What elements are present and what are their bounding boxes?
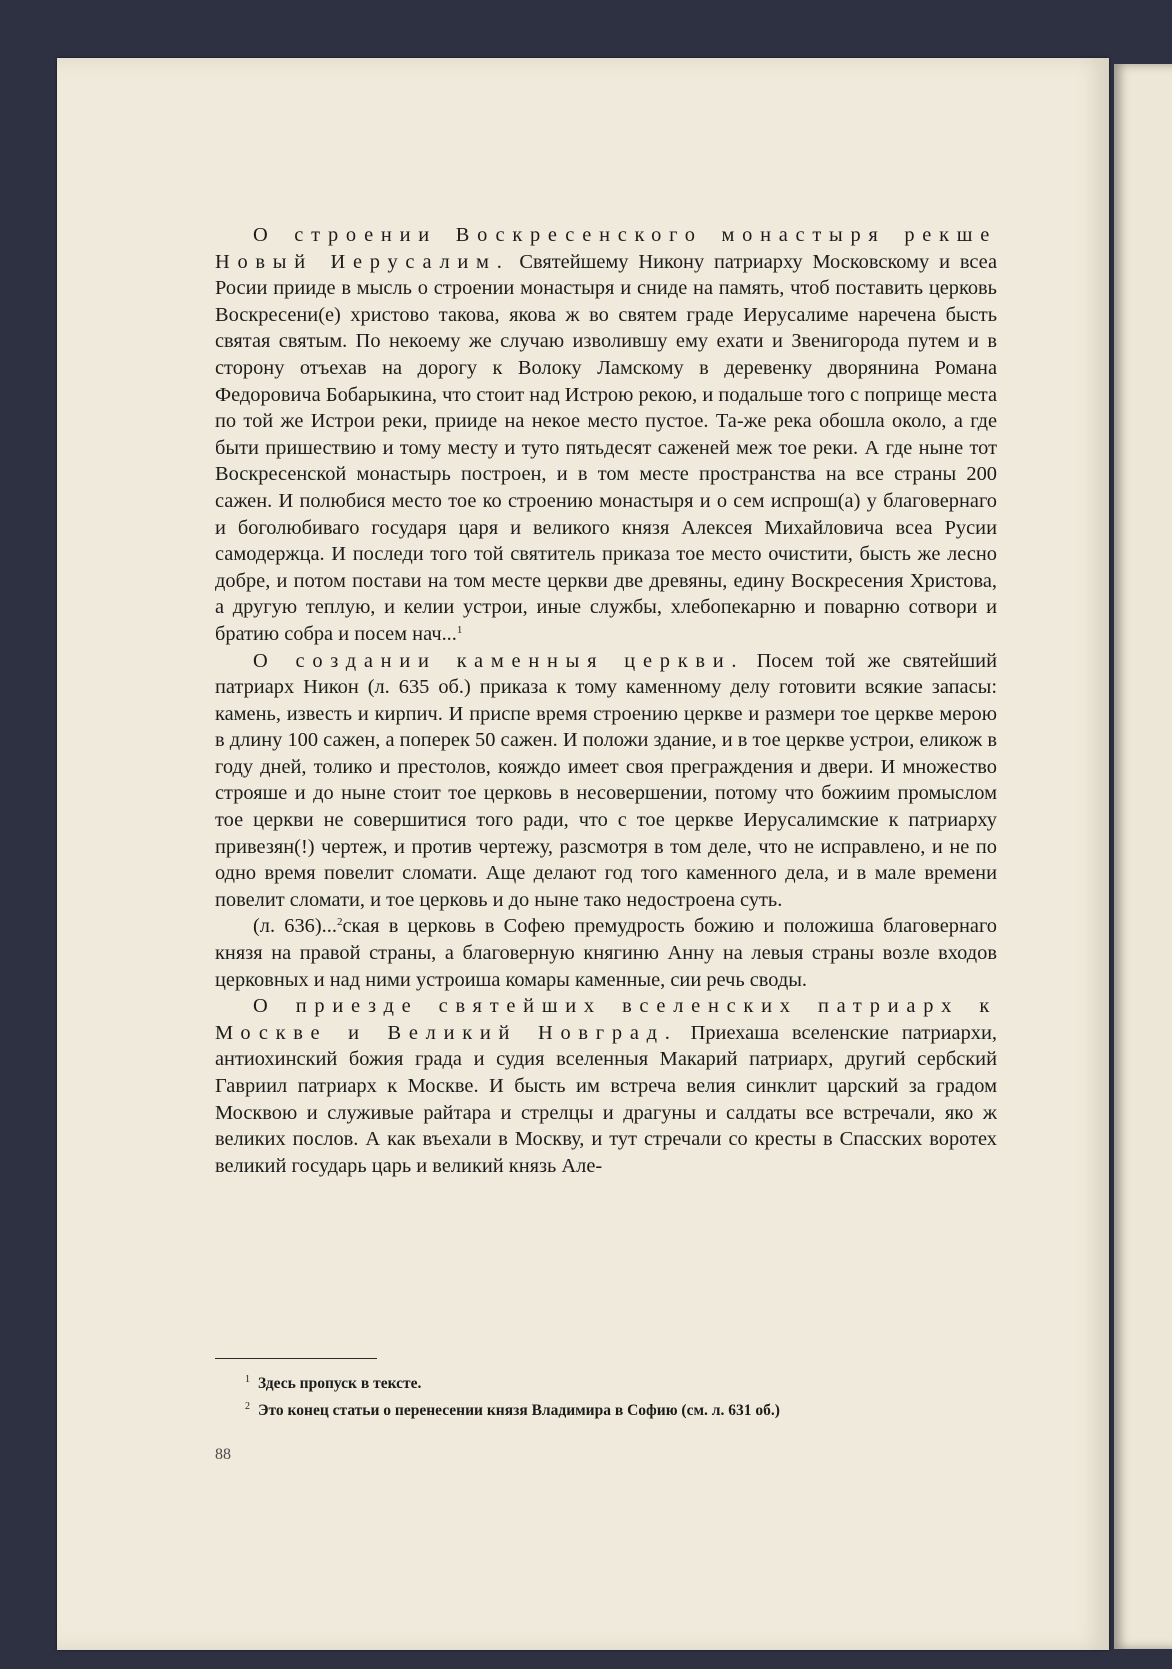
footnote-divider <box>215 1358 377 1359</box>
folio-ref: (л. 636)... <box>253 915 337 938</box>
footnote <box>245 1395 1005 1422</box>
paragraph-text: ская в церковь в Софею премудрость божию и положиша благовернаго князя на правой страны, а благоверную княгиню Анну на левыя страны возле входов церковных и над ними устроиша комары каменные, сии речь своды. <box>215 915 997 991</box>
footnote-number: 2 <box>245 1401 250 1412</box>
section-heading: О создании каменныя церкви. <box>253 649 745 672</box>
paragraph-stone-church <box>215 648 997 914</box>
section-heading: О приезде святейших вселенских патриарх к Москве и Великий Новград. <box>215 995 997 1044</box>
section-heading: О строении Воскресенского монастыря рекше Новый Иерусалим. <box>215 224 997 273</box>
paragraph-text: Приехаша вселенские патриархи, антиохинский божия града и судия вселенныя Макарий патриарх, другий сербский Гавриил патриарх к Москве. И бысть им встреча велия синклит царский за градом Москвою и служивые райтара и стрелцы и драгуны и салдаты все встречали, яко ж великих послов. А как въехали в Москву, и тут стречали со кресты в Спасских воротех великий государь царь и великий князь Але- <box>215 1021 997 1177</box>
book-page <box>57 58 1109 1650</box>
footnote-ref: 1 <box>456 623 463 636</box>
paragraph-patriarchs-arrival <box>215 993 997 1179</box>
footnote-ref: 2 <box>336 916 343 929</box>
footnote-number: 1 <box>245 1374 250 1385</box>
main-text <box>215 222 997 1179</box>
paragraph-monastery-building <box>215 222 997 648</box>
footnote-text: Здесь пропуск в тексте. <box>258 1375 422 1392</box>
facing-page-edge <box>1114 64 1172 1649</box>
footnote-text: Это конец статьи о перенесении князя Владимира в Софию (см. л. 631 об.) <box>258 1402 780 1419</box>
page-number: 88 <box>215 1446 231 1463</box>
footnote <box>245 1368 1005 1395</box>
paragraph-sophia <box>215 913 997 993</box>
paragraph-text: Посем той же святейший патриарх Никон (л. 635 об.) приказа к тому каменному делу готовити всякие запасы: камень, известь и кирпич. И приспе время строению церкве и размери тое церкве мерою в длину 100 сажен, а поперек 50 сажен. И положи здание, и в тое церкве устрои, еликож в году дней, толико и престолов, кояждо имеет своя преграждения и двери. И множество строяше и до ныне стоит тое церковь в несовершении, потому что божиим промыслом тое церкви не совершитися того ради, что с тое церкве Иерусалимские к патриарху привезян(!) чертеж, и против чертежу, разсмотря в том деле, что не исправлено, и не по одно время повелит сломати. Аще делают год того каменного дела, и в мале времени повелит сломати, и тое церковь и до ныне тако недостроена суть. <box>215 649 997 911</box>
footnotes <box>245 1368 1005 1422</box>
paragraph-text: Святейшему Никону патриарху Московскому и всеа Росии прииде в мысль о строении монастыря и сниде на память, чтоб поставить церковь Воскресени(е) христово такова, якова ж во святем граде Иерусалиме наречена бысть святая святым. По некоему же случаю изволившу ему ехати и Звенигорода путем и в сторону отъехав на дорогу к Волоку Ламскому в деревенку дворянина Романа Федоровича Бобарыкина, что стоит над Истрою рекою, и подальше того с поприще места по той же Истрои реки, прииде на некое место пустое. Та-же река обошла около, а где быти пришествию и тому месту и туто пятьдесят саженей меж тое реки. А где ныне тот Воскресенской монастырь построен, и в том месте пространства на все страны 200 сажен. И полюбися место тое ко строению монастыря и о сем испрош(а) у благовернаго и боголюбиваго государя царя и великого князя Алексея Михайловича всеа Русии самодержца. И последи того той святитель приказа тое место очистити, бысть же лесно добре, и потом постави на том месте церкви две древяны, едину Воскресения Христова, а другую теплую, и келии устрои, иные службы, хлебопекарню и поварню сотвори и братию собра и посем нач... <box>215 250 997 645</box>
